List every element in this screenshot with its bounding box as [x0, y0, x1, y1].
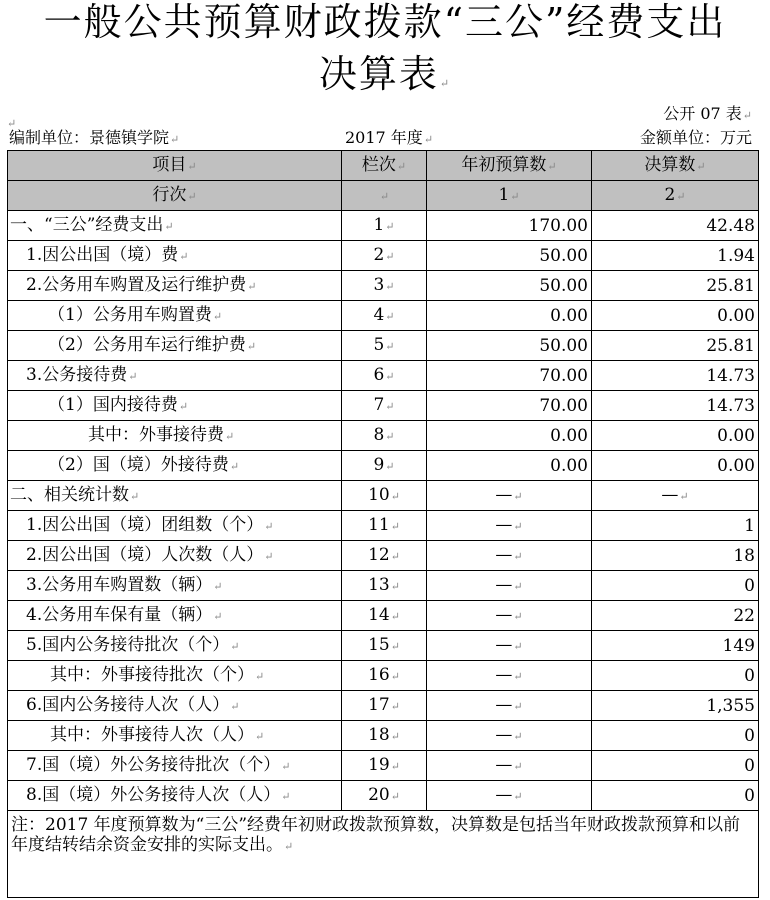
actual-value: 0.00 [592, 301, 759, 331]
item-name: （2）国（境）外接待费↵ [8, 451, 342, 481]
item-name: 其中：外事接待人次（人）↵ [8, 721, 342, 751]
item-name: 3.公务接待费↵ [8, 361, 342, 391]
actual-value: 1 [592, 511, 759, 541]
row-index: 8↵ [342, 421, 427, 451]
table-row [8, 331, 759, 361]
row-index: 16↵ [342, 661, 427, 691]
actual-value: 0 [592, 721, 759, 751]
item-name: 二、相关统计数↵ [8, 481, 342, 511]
item-name: （2）公务用车运行维护费↵ [8, 331, 342, 361]
item-name: 7.国（境）外公务接待批次（个）↵ [8, 751, 342, 781]
budget-value: —↵ [427, 481, 592, 511]
budget-value: —↵ [427, 661, 592, 691]
actual-value: 1.94 [592, 241, 759, 271]
budget-value: —↵ [427, 511, 592, 541]
row-index: 15↵ [342, 631, 427, 661]
row-index: 20↵ [342, 781, 427, 811]
row-index: 14↵ [342, 601, 427, 631]
item-name: 3.公务用车购置数（辆）↵ [8, 571, 342, 601]
table-header-row [8, 151, 759, 181]
table-row [8, 601, 759, 631]
expenditure-table [7, 150, 759, 898]
paragraph-mark-icon: ↵ [439, 77, 452, 90]
table-row [8, 511, 759, 541]
item-name: 1.因公出国（境）团组数（个）↵ [8, 511, 342, 541]
column-number: ↵ [342, 181, 427, 211]
row-index: 7↵ [342, 391, 427, 421]
column-number: 2↵ [592, 181, 759, 211]
budget-value: —↵ [427, 721, 592, 751]
budget-value: 50.00 [427, 271, 592, 301]
budget-value: 50.00 [427, 331, 592, 361]
budget-value: —↵ [427, 571, 592, 601]
item-name: （1）国内接待费↵ [8, 391, 342, 421]
actual-value: 22 [592, 601, 759, 631]
table-row [8, 391, 759, 421]
actual-value: —↵ [592, 481, 759, 511]
table-index-row [8, 181, 759, 211]
row-index: 6↵ [342, 361, 427, 391]
column-header-index: 栏次↵ [342, 151, 427, 181]
item-name: 5.国内公务接待批次（个）↵ [8, 631, 342, 661]
actual-value: 1,355 [592, 691, 759, 721]
item-name: 其中：外事接待费↵ [8, 421, 342, 451]
report-year: 2017 年度↵ [345, 128, 434, 147]
compiling-unit: 编制单位：景德镇学院↵ [9, 128, 180, 147]
table-row [8, 721, 759, 751]
table-row [8, 691, 759, 721]
actual-value: 25.81 [592, 331, 759, 361]
budget-value: —↵ [427, 541, 592, 571]
row-index: 11↵ [342, 511, 427, 541]
budget-value: —↵ [427, 631, 592, 661]
row-index: 10↵ [342, 481, 427, 511]
row-index: 17↵ [342, 691, 427, 721]
item-name: 2.因公出国（境）人次数（人）↵ [8, 541, 342, 571]
row-index: 9↵ [342, 451, 427, 481]
table-row [8, 571, 759, 601]
actual-value: 0 [592, 781, 759, 811]
actual-value: 14.73 [592, 361, 759, 391]
item-name: 8.国（境）外公务接待人次（人）↵ [8, 781, 342, 811]
row-index: 1↵ [342, 211, 427, 241]
item-name: 2.公务用车购置及运行维护费↵ [8, 271, 342, 301]
table-row [8, 451, 759, 481]
actual-value: 0 [592, 751, 759, 781]
table-row [8, 781, 759, 811]
row-index: 12↵ [342, 541, 427, 571]
budget-value: 170.00 [427, 211, 592, 241]
budget-value: —↵ [427, 781, 592, 811]
row-index: 19↵ [342, 751, 427, 781]
actual-value: 0 [592, 571, 759, 601]
item-name: 其中：外事接待批次（个）↵ [8, 661, 342, 691]
column-header-budget: 年初预算数↵ [427, 151, 592, 181]
table-row [8, 541, 759, 571]
table-row [8, 241, 759, 271]
budget-value: —↵ [427, 691, 592, 721]
row-label: 行次↵ [8, 181, 342, 211]
form-code: 公开 07 表↵ [663, 104, 752, 123]
actual-value: 0.00 [592, 421, 759, 451]
amount-unit: 金额单位：万元 [639, 128, 752, 147]
actual-value: 0 [592, 661, 759, 691]
budget-value: 0.00 [427, 301, 592, 331]
item-name: （1）公务用车购置费↵ [8, 301, 342, 331]
item-name: 6.国内公务接待人次（人）↵ [8, 691, 342, 721]
actual-value: 18 [592, 541, 759, 571]
actual-value: 25.81 [592, 271, 759, 301]
budget-value: 70.00 [427, 391, 592, 421]
column-header-item: 项目↵ [8, 151, 342, 181]
paragraph-mark-icon: ↵ [7, 117, 17, 130]
table-row [8, 481, 759, 511]
table-row [8, 751, 759, 781]
row-index: 3↵ [342, 271, 427, 301]
budget-value: —↵ [427, 601, 592, 631]
actual-value: 42.48 [592, 211, 759, 241]
budget-value: 0.00 [427, 451, 592, 481]
budget-value: 50.00 [427, 241, 592, 271]
actual-value: 14.73 [592, 391, 759, 421]
item-name: 1.因公出国（境）费↵ [8, 241, 342, 271]
report-title-line2: 决算表↵ [318, 52, 452, 96]
table-row [8, 631, 759, 661]
table-row [8, 211, 759, 241]
budget-value: 0.00 [427, 421, 592, 451]
column-header-actual: 决算数↵ [592, 151, 759, 181]
table-note-row [8, 811, 759, 898]
table-row [8, 271, 759, 301]
row-index: 4↵ [342, 301, 427, 331]
actual-value: 0.00 [592, 451, 759, 481]
table-row [8, 361, 759, 391]
table-row [8, 661, 759, 691]
row-index: 18↵ [342, 721, 427, 751]
report-title-line1: 一般公共预算财政拨款“三公”经费支出 [43, 0, 727, 44]
row-index: 5↵ [342, 331, 427, 361]
column-number: 1↵ [427, 181, 592, 211]
item-name: 一、“三公”经费支出↵ [8, 211, 342, 241]
actual-value: 149 [592, 631, 759, 661]
row-index: 13↵ [342, 571, 427, 601]
item-name: 4.公务用车保有量（辆）↵ [8, 601, 342, 631]
row-index: 2↵ [342, 241, 427, 271]
budget-value: —↵ [427, 751, 592, 781]
table-row [8, 301, 759, 331]
table-row [8, 421, 759, 451]
budget-value: 70.00 [427, 361, 592, 391]
footnote: 注：2017 年度预算数为“三公”经费年初财政拨款预算数，决算数是包括当年财政拨款预算和以前年度结转结余资金安排的实际支出。↵ [8, 811, 759, 898]
